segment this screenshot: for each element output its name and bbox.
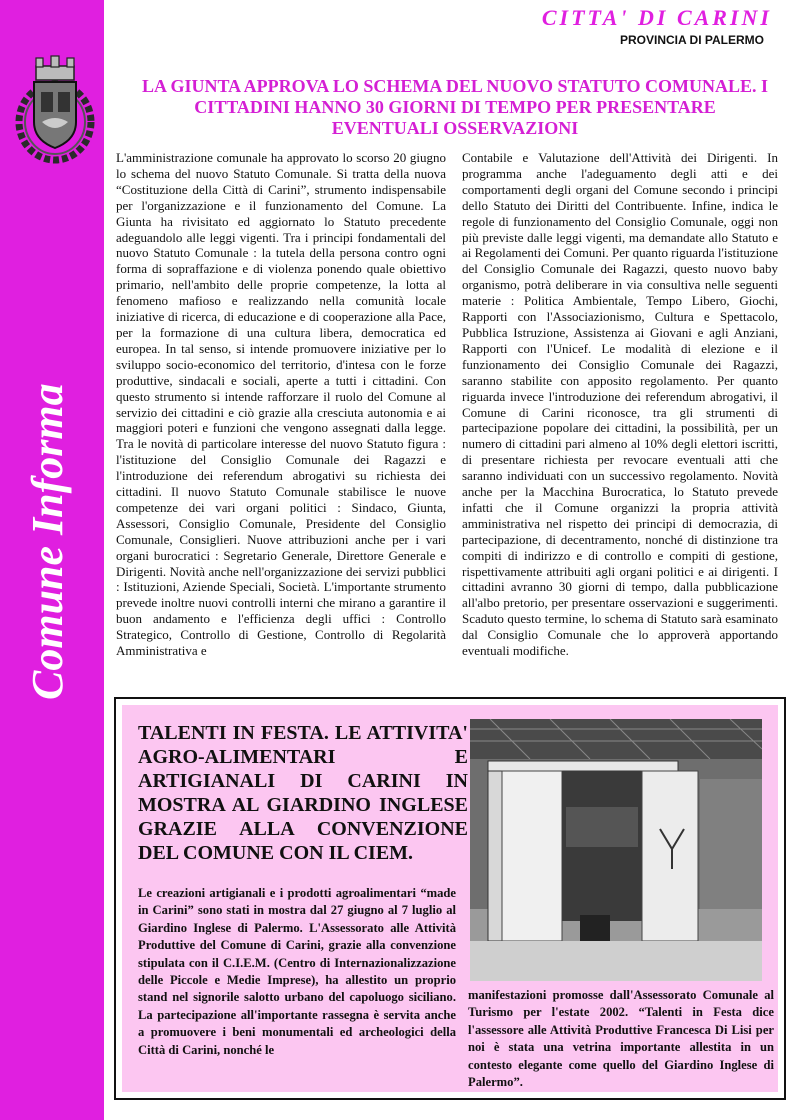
publication-title: Comune Informa	[23, 383, 72, 700]
feature-box-background	[122, 705, 778, 1092]
article-headline: LA GIUNTA APPROVA LO SCHEMA DEL NUOVO STATUTO COMUNALE. I CITTADINI HANNO 30 GIORNI DI TEMPO PER PRESENTARE EVENTUALI OSSERVAZIONI	[141, 76, 769, 138]
article-column-1: L'amministrazione comunale ha approvato lo scorso 20 giugno lo schema del nuovo Statuto Comunale. Si tratta della nuova “Costituzione della Città di Carini”, strumento indispensabile per l'organizzazione e il funzionamento del Comune. La Giunta ha rivisitato ed aggiornato lo Statuto precedente adeguandolo alle leggi vigenti. Tra i principi fondamentali del nuovo Statuto Comunale : la tutela della persona contro ogni forma di sopraffazione e di violenza ponendo quale obiettivo primario, nell'ambito delle proprie competenze, la lotta al fenomeno mafioso e realizzando nella comunità locale iniziative di ricerca, di educazione e di cooperazione alla Pace, per la formazione di una cultura libera, democratica ed europea. In tal senso, si intende promuovere iniziative per lo sviluppo socio-economico del territorio, d'intesa con le forze produttive, sindacali e sociali, aperte a tutti i cittadini. Con questo strumento si intende rafforzare il ruolo del Comune al servizio dei cittadini e ciò grazie alla cresciuta autonomia e ai maggiori poteri e funzioni che vengono assegnati dalla legge. Tra le novità di particolare interesse del nuovo Statuto figura : l'istituzione del Consiglio Comunale dei Ragazzi e l'introduzione dei referendum abrogativi su richiesta dei cittadini. Il nuovo Statuto Comunale stabilisce le nuove competenze dei vari organi politici : Sindaco, Giunta, Assessori, Consiglio Comunale, Presidente del Consiglio Comunale, Consiglieri. Nuove attribuzioni anche per i vari organi burocratici : Segretario Generale, Direttore Generale e Dirigenti. Novità anche nell'organizzazione dei servizi pubblici : Istituzioni, Aziende Speciali, Società. L'importante strumento prevede inoltre nuovi controlli interni che mirano a garantire il buon andamento e l'efficienza degli uffici : Controllo Strategico, Controllo di Gestione, Controllo di Regolarità Amministrativa e	[116, 150, 446, 659]
exhibition-stand-photo	[470, 719, 762, 981]
feature-headline: TALENTI IN FESTA. LE ATTIVITA' AGRO-ALIMENTARI E ARTIGIANALI DI CARINI IN MOSTRA AL GIARDINO INGLESE GRAZIE ALLA CONVENZIONE DEL COMUNE CON IL CIEM.	[138, 722, 468, 864]
article-column-2: Contabile e Valutazione dell'Attività dei Dirigenti. In programma anche l'adeguamento degli atti e dei comportamenti degli organi del Comune secondo i principi dello Statuto dei Diritti del Contribuente. Infine, indica le regole di funzionamento del Consiglio Comunale, oggi non più previste dalle leggi vigenti, ma demandate allo Statuto e ai Regolamenti dei Comuni. Per quanto riguarda l'istituzione del Consiglio Comunale dei Ragazzi, questo nuovo baby organismo, potrà deliberare in via consultiva nelle seguenti materie : Politica Ambientale, Tempo Libero, Giochi, Rapporti con l'Associazionismo, Cultura e Spettacolo, Pubblica Istruzione, Assistenza ai Giovani e agli Anziani, Rapporti con l'Unicef. Le modalità di elezione e il funzionamento dei Consiglio Comunale dei Ragazzi, saranno stabilite con apposito regolamento. Per quanto riguarda invece l'introduzione dei referendum abrogativi, il Comune di Carini riconosce, tra gli strumenti di partecipazione popolare dei cittadini, la possibilità, per un numero di cittadini pari almeno al 10% degli elettori iscritti, di presentare richiesta per revocare eventuali atti che saranno individuati con un successivo regolamento. Novità anche per la Macchina Burocratica, lo Statuto prevede infatti che il Comune organizzi la propria attività amministrativa nel rispetto dei principi di democrazia, di partecipazione, di decentramento, nonché di distinzione tra compiti di indirizzo e di controllo e compiti di gestione, rispettivamente attribuiti agli organi politici e ai dirigenti. I cittadini avranno 30 giorni di tempo, dalla pubblicazione all'albo pretorio, per presentare osservazioni e suggerimenti. Scaduto questo termine, lo schema di Statuto sarà esaminato dal Consiglio Comunale che lo approverà apportando eventuali modifiche.	[462, 150, 778, 659]
feature-text-right: manifestazioni promosse dall'Assessorato Comunale al Turismo per l'estate 2002. “Talenti in Festa dice l'assessore alle Attività Produttive Francesca Di Lisi per noi è stata una vetrina importante allestita in un contesto elegante come quello del Giardino Inglese di Palermo”.	[468, 988, 774, 1090]
city-name: CITTA' DI CARINI	[541, 5, 772, 30]
municipal-crest-icon	[14, 52, 96, 164]
sidebar	[0, 0, 104, 1120]
province-name: PROVINCIA DI PALERMO	[619, 33, 764, 47]
feature-text-left: Le creazioni artigianali e i prodotti agroalimentari “made in Carini” sono stati in mostra dal 27 giugno al 7 luglio al Giardino Inglese di Palermo. L'Assessorato alle Attività Produttive del Comune di Carini, grazie alla convenzione stipulata con il C.I.E.M. (Centro di Internazionalizzazione delle Piccole e Medie Imprese), ha allestito un proprio stand nel signorile salotto urbano del capoluogo siciliano. La partecipazione all'importante rassegna è servita anche a promuovere i beni monumentali ed archeologici della Città di Carini, nonché le	[138, 886, 456, 1057]
feature-box	[114, 697, 786, 1100]
